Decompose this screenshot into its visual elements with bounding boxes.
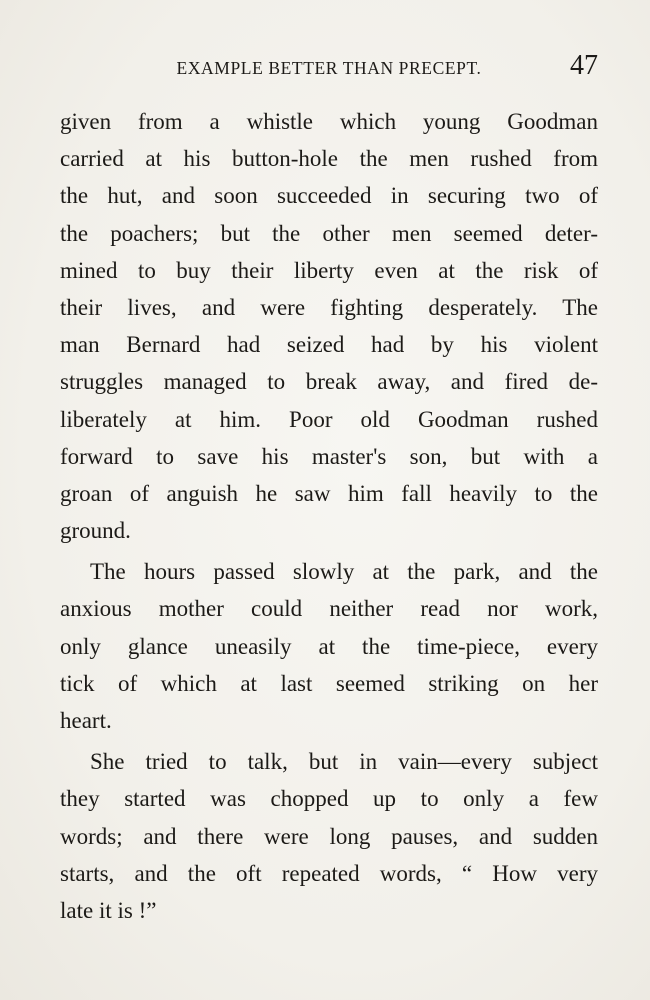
text-line: the poachers; but the other men seemed deter- [60,220,598,246]
text-line: starts, and the oft repeated words, “ How very [60,860,598,886]
text-line: man Bernard had seized had by his violent [60,332,598,358]
text-line: anxious mother could neither read nor work, [60,596,598,622]
text-line: carried at his button-hole the men rushed from [60,146,598,172]
text-line: they started was chopped up to only a few [60,786,598,812]
text-line: mined to buy their liberty even at the risk of [60,257,598,283]
text-line: given from a whistle which young Goodman [60,109,598,134]
text-line: words; and there were long pauses, and sudden [60,823,598,849]
text-line: heart. [60,708,112,733]
text-line: She tried to talk, but in vain—every subject [90,749,598,775]
paragraph [60,743,598,929]
text-line: only glance uneasily at the time-piece, every [60,633,598,659]
text-line: struggles managed to break away, and fired de- [60,369,598,395]
paragraph [60,103,598,549]
text-line: forward to save his master's son, but with a [60,443,598,469]
text-line: their lives, and were fighting desperately. The [60,294,598,320]
paragraph [60,553,598,739]
text-line: the hut, and soon succeeded in securing two of [60,183,598,209]
text-line: The hours passed slowly at the park, and the [90,559,598,585]
running-title: EXAMPLE BETTER THAN PRECEPT. [176,58,482,78]
text-line: ground. [60,518,131,544]
body-text [60,103,598,929]
running-head [60,52,598,86]
text-line: tick of which at last seemed striking on her [60,670,598,696]
page-number: 47 [570,50,598,81]
text-line: groan of anguish he saw him fall heavily to the [60,480,598,506]
text-line: late it is !” [60,897,157,923]
text-line: liberately at him. Poor old Goodman rushed [60,406,598,432]
